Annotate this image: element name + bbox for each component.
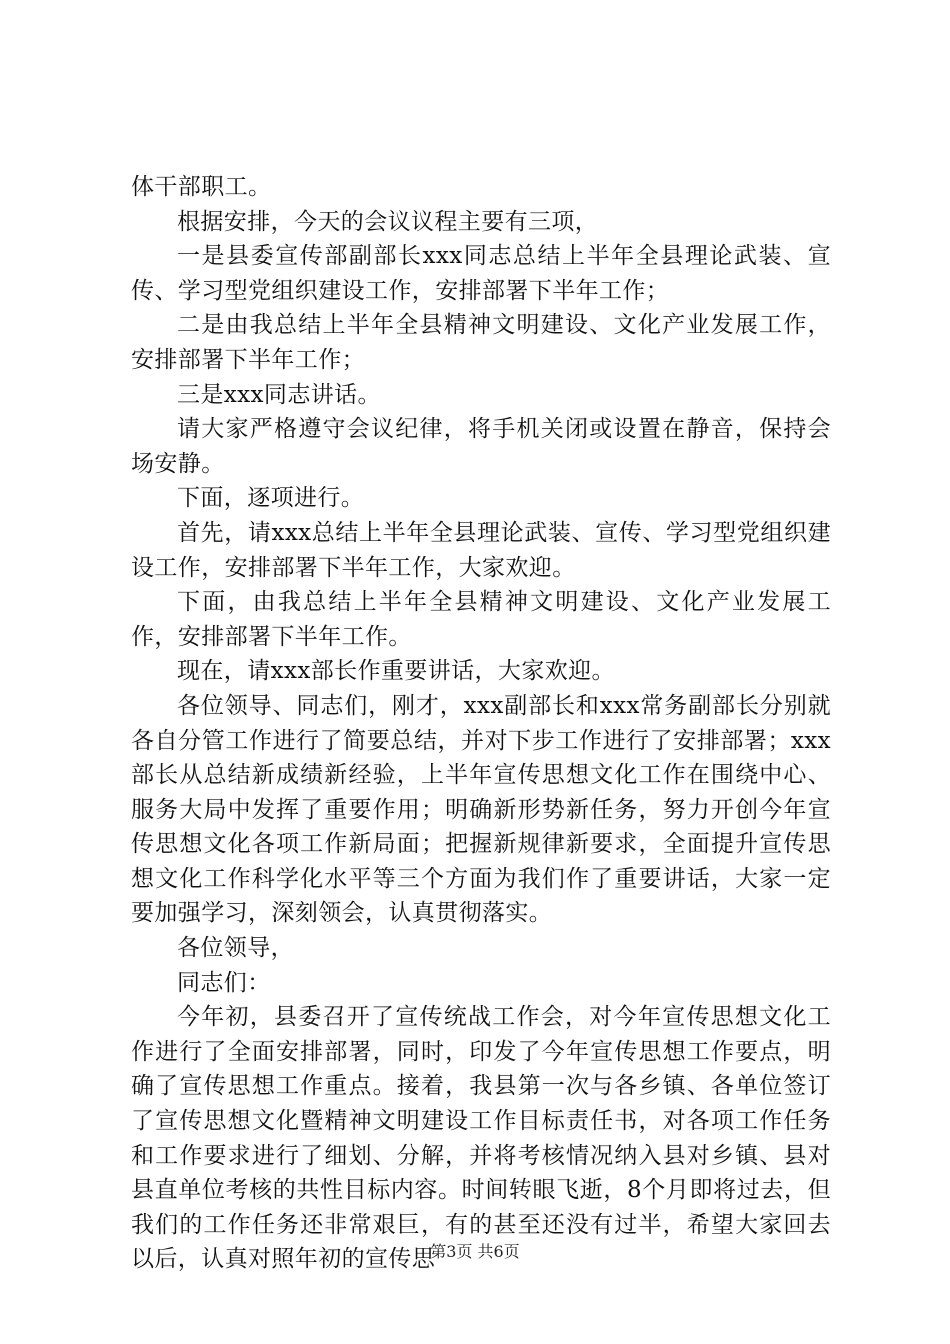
paragraph-9: 下面，由我总结上半年全县精神文明建设、文化产业发展工作，安排部署下半年工作。 <box>131 589 831 650</box>
paragraph-11: 各位领导、同志们，刚才，xxx副部长和xxx常务副部长分别就各自分管工作进行了简要总结，并对下步工作进行了安排部署；xxx部长从总结新成绩新经验，上半年宣传思想文化工作在围绕中心、服务大局中发挥了重要作用；明确新形势新任务，努力开创今年宣传思想文化各项工作新局面；把握新规律新要求，全面提升宣传思想文化工作科学化水平等三个方面为我们作了重要讲话，大家一定要加强学习，深刻领会，认真贯彻落实。 <box>131 692 831 927</box>
paragraph-3: 一是县委宣传部副部长xxx同志总结上半年全县理论武装、宣传、学习型党组织建设工作，安排部署下半年工作； <box>131 243 831 304</box>
paragraph-2: 根据安排，今天的会议议程主要有三项， <box>177 208 599 235</box>
paragraph-13: 同志们： <box>177 969 271 996</box>
paragraph-8: 首先，请xxx总结上半年全县理论武装、宣传、学习型党组织建设工作，安排部署下半年工作，大家欢迎。 <box>131 519 831 581</box>
paragraph-12: 各位领导， <box>177 935 294 962</box>
page-number-label: 第3页 共6页 <box>430 1242 520 1261</box>
paragraph-1: 体干部职工。 <box>131 174 272 200</box>
paragraph-14: 今年初，县委召开了宣传统战工作会，对今年宣传思想文化工作进行了全面安排部署，同时，印发了今年宣传思想工作要点，明确了宣传思想工作重点。接着，我县第一次与各乡镇、各单位签订了宣传思想文化暨精神文明建设工作目标责任书，对各项工作任务和工作要求进行了细划、分解，并将考核情况纳入县对乡镇、县对县直单位考核的共性目标内容。时间转眼飞逝，8个月即将过去，但我们的工作任务还非常艰巨，有的甚至还没有过半，希望大家回去以后，认真对照年初的宣传思 <box>131 1004 831 1273</box>
paragraph-10: 现在，请xxx部长作重要讲话，大家欢迎。 <box>177 658 615 685</box>
paragraph-7: 下面，逐项进行。 <box>177 485 365 512</box>
paragraph-5: 三是xxx同志讲话。 <box>177 381 381 408</box>
page-footer <box>0 1242 950 1262</box>
paragraph-6: 请大家严格遵守会议纪律，将手机关闭或设置在静音，保持会场安静。 <box>131 416 831 477</box>
paragraph-4: 二是由我总结上半年全县精神文明建设、文化产业发展工作，安排部署下半年工作； <box>131 312 831 373</box>
document-body <box>131 170 831 1277</box>
